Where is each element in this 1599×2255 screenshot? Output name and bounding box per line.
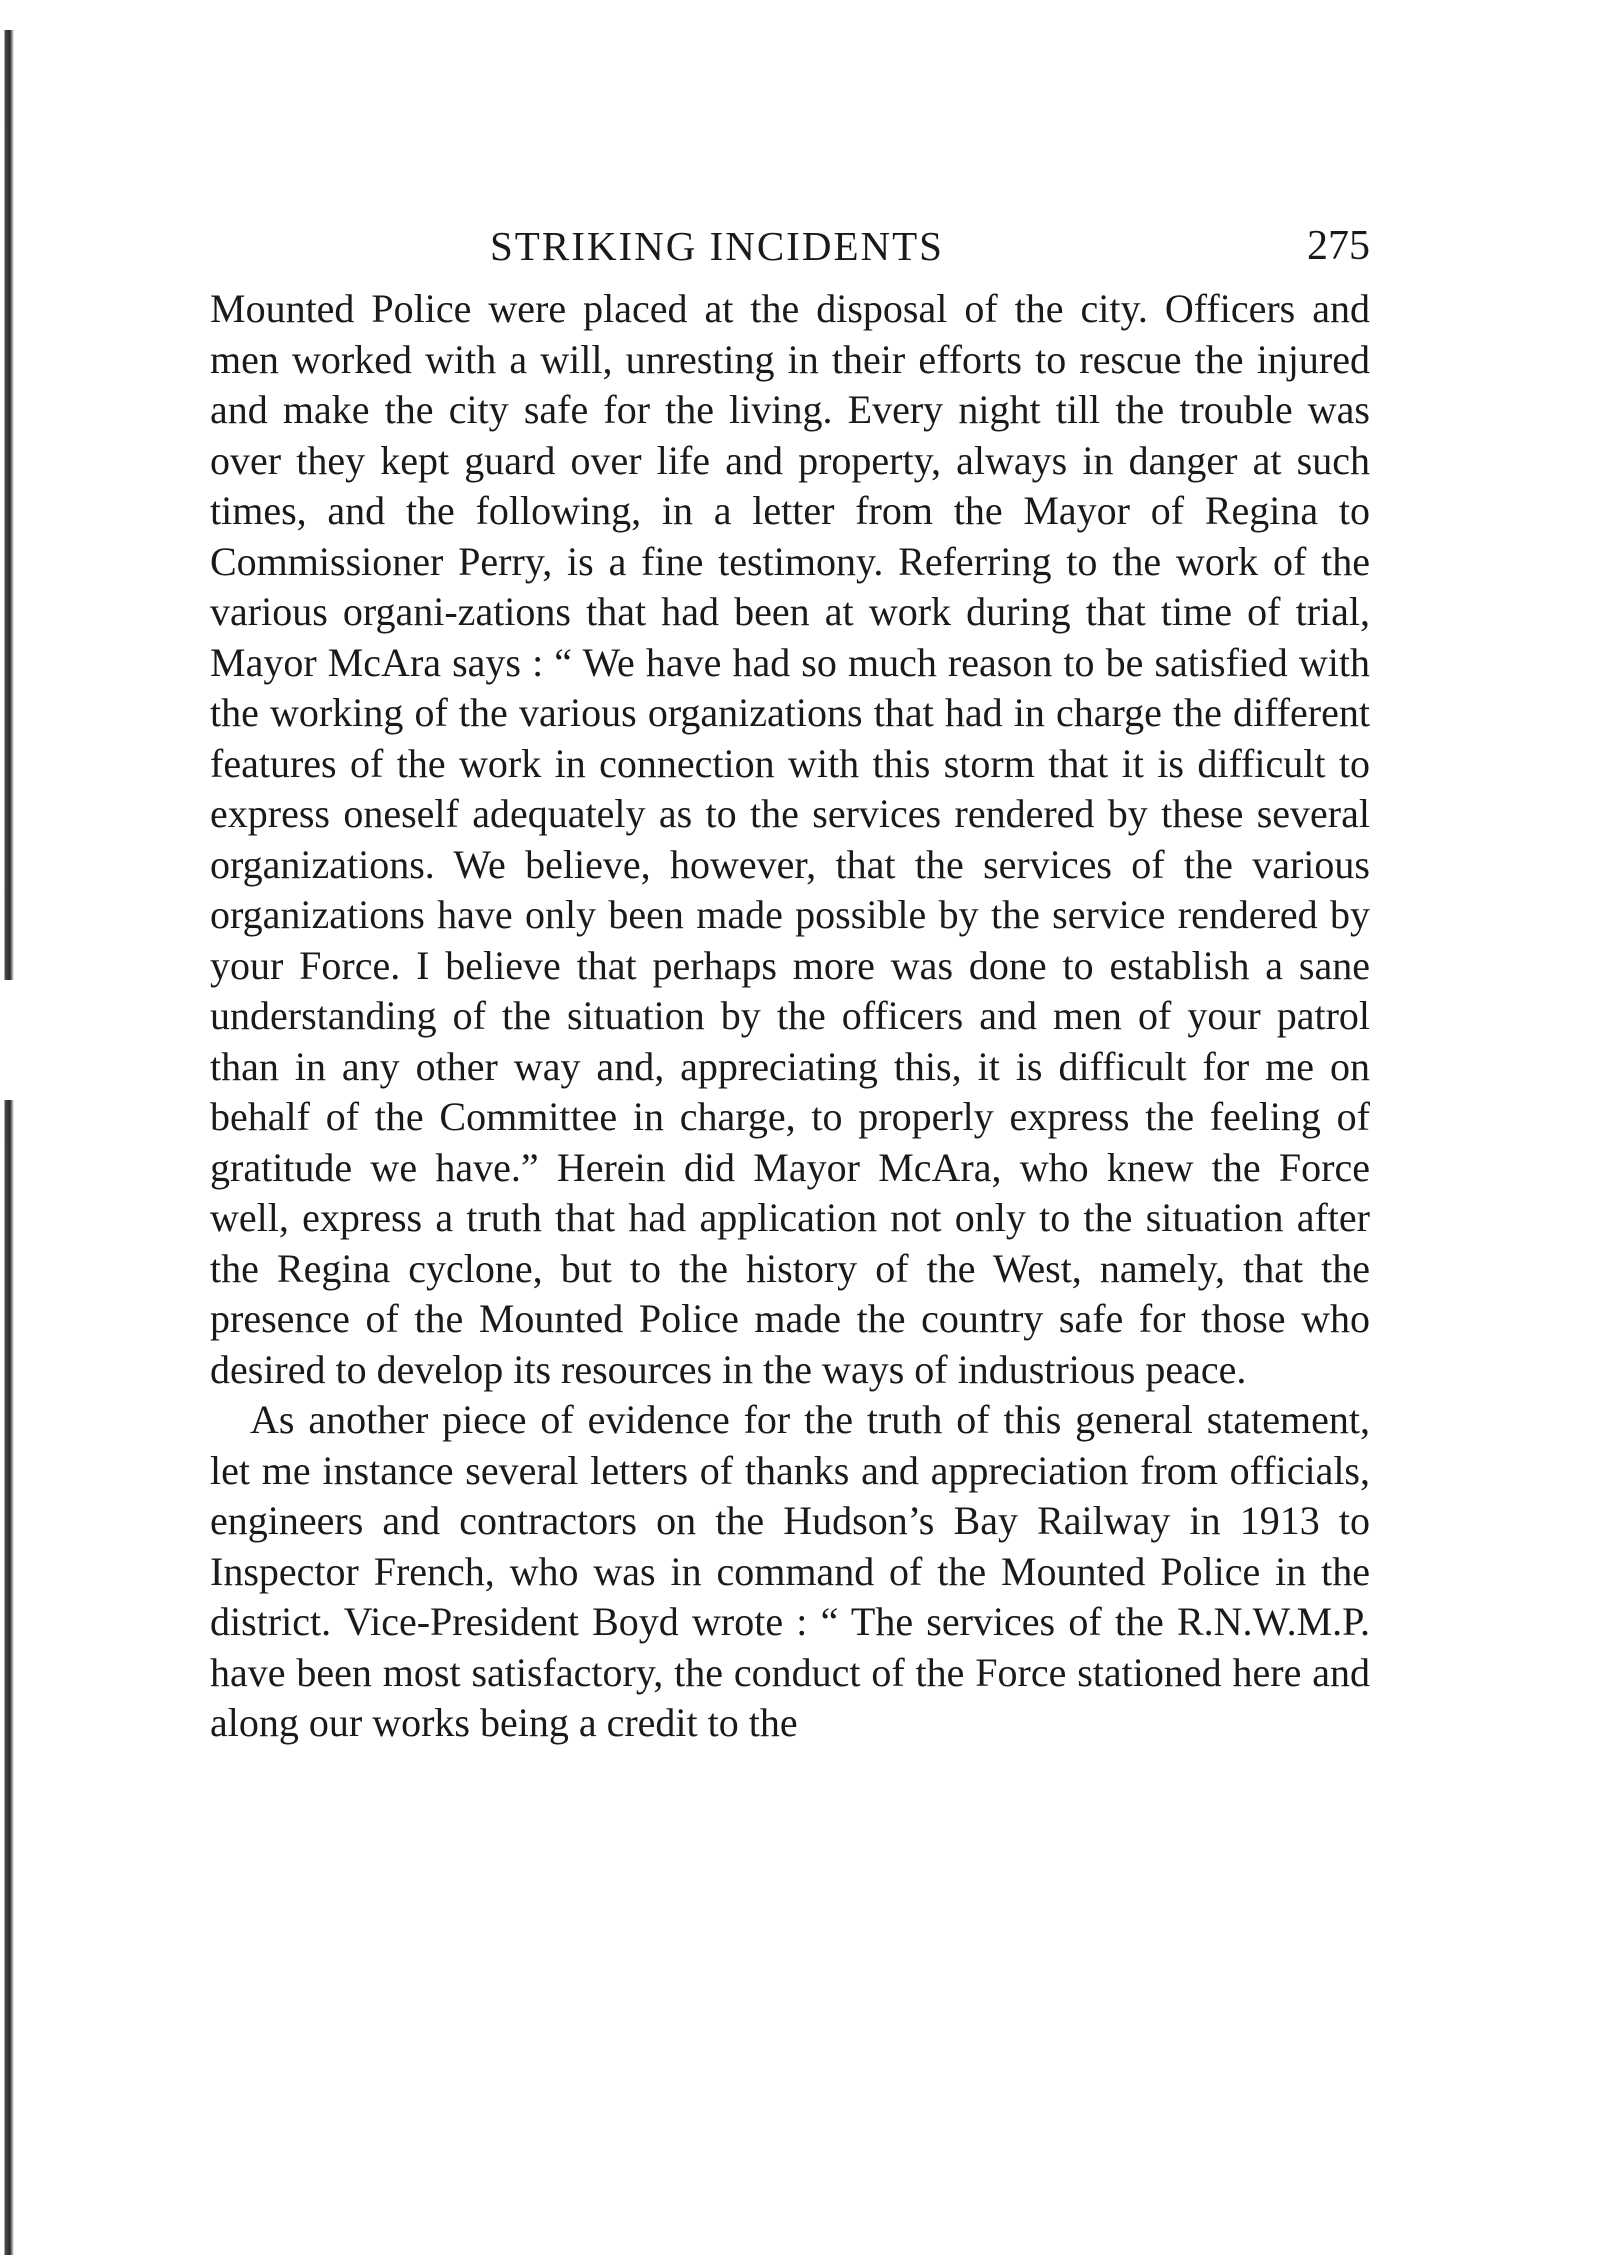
body-text — [210, 284, 1370, 1749]
running-header — [210, 200, 1370, 270]
paragraph: As another piece of evidence for the truth of this general statement, let me instance several letters of thanks and appreciation from officials, engineers and contractors on the Hudson’s Bay Railway in 1913 to Inspector French, who was in command of the Mounted Police in the district. Vice-President Boyd wrote : “ The services of the R.N.W.M.P. have been most satisfactory, the conduct of the Force stationed here and along our works being a credit to the — [210, 1397, 1370, 1745]
page-number: 275 — [1307, 223, 1370, 269]
running-title: STRIKING INCIDENTS — [490, 223, 944, 269]
book-page — [210, 200, 1370, 1749]
scan-binding-edge — [0, 0, 16, 2255]
paragraph: Mounted Police were placed at the disposal of the city. Officers and men worked with a will, unresting in their efforts to rescue the injured and make the city safe for the living. Every night till the trouble was over they kept guard over life and property, always in danger at such times, and the following, in a letter from the Mayor of Regina to Commissioner Perry, is a fine testimony. Referring to the work of the various organi-zations that had been at work during that time of trial, Mayor McAra says : “ We have had so much reason to be satisfied with the working of the various organizations that had in charge the different features of the work in connection with this storm that it is difficult to express oneself adequately as to the services rendered by these several organizations. We believe, however, that the services of the various organizations have only been made possible by the service rendered by your Force. I believe that perhaps more was done to establish a sane understanding of the situation by the officers and men of your patrol than in any other way and, appreciating this, it is difficult for me on behalf of the Committee in charge, to properly express the feeling of gratitude we have.” Herein did Mayor McAra, who knew the Force well, express a truth that had application not only to the situation after the Regina cyclone, but to the history of the West, namely, that the presence of the Mounted Police made the country safe for those who desired to develop its resources in the ways of industrious peace. — [210, 286, 1370, 1392]
